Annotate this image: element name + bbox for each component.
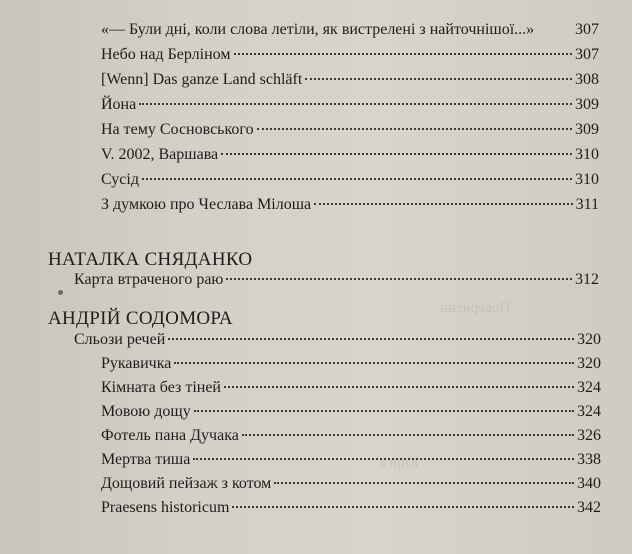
toc-entry-page: 320 — [577, 355, 601, 372]
toc-entry-title: Сусід — [101, 171, 139, 188]
toc-entry-title: Сльози речей — [74, 331, 166, 348]
toc-entry-page: 326 — [577, 427, 601, 444]
dot-leader — [232, 505, 574, 508]
toc-entry-title: [Wenn] Das ganze Land schläft — [101, 71, 303, 88]
toc-entry[interactable] — [101, 424, 601, 448]
toc-entry-page: 312 — [575, 271, 599, 288]
dot-leader — [274, 481, 574, 484]
toc-entry[interactable] — [101, 352, 601, 376]
show-through-text: Книга — [380, 455, 419, 471]
toc-entry-page: 310 — [575, 171, 599, 188]
toc-entry-title: V. 2002, Варшава — [101, 146, 219, 163]
toc-entry-page: 309 — [575, 96, 599, 113]
toc-entry[interactable] — [101, 93, 599, 117]
page-blemish — [58, 290, 63, 295]
toc-entry-page: 310 — [575, 146, 599, 163]
toc-entry-title: Рукавичка — [101, 355, 172, 372]
toc-entry-title: Карта втраченого раю — [74, 271, 224, 288]
toc-entry-page: 324 — [577, 379, 601, 396]
author-heading: АНДРІЙ СОДОМОРА — [48, 308, 233, 329]
toc-entry-title: Дощовий пейзаж з котом — [101, 475, 272, 492]
dot-leader — [168, 337, 574, 340]
toc-entry-page: 311 — [575, 196, 599, 213]
toc-entry[interactable] — [101, 400, 601, 424]
toc-entry[interactable] — [74, 268, 599, 292]
toc-entry[interactable] — [101, 168, 599, 192]
dot-leader — [305, 77, 572, 80]
toc-entry[interactable] — [101, 143, 599, 167]
dot-leader — [234, 52, 573, 55]
toc-entry-title: Фотель пана Дучака — [101, 427, 239, 444]
toc-entry[interactable] — [101, 496, 601, 520]
toc-entry-page: 309 — [575, 121, 599, 138]
toc-entry-title: Мовою дощу — [101, 403, 191, 420]
toc-entry-page: 307 — [575, 21, 599, 38]
dot-leader — [174, 361, 574, 364]
toc-entry[interactable] — [101, 43, 599, 67]
dot-leader — [257, 127, 572, 130]
toc-entry[interactable] — [101, 18, 599, 42]
toc-entry-page: 342 — [577, 499, 601, 516]
dot-leader — [221, 152, 572, 155]
toc-entry[interactable] — [74, 328, 601, 352]
dot-leader — [194, 409, 574, 412]
toc-entry-title: Йона — [101, 96, 137, 113]
toc-entry-page: 308 — [575, 71, 599, 88]
toc-entry-title: На тему Сосновського — [101, 121, 254, 138]
dot-leader — [139, 102, 572, 105]
dot-leader — [224, 385, 574, 388]
toc-entry-title: Мертва тиша — [101, 451, 191, 468]
dot-leader — [242, 433, 574, 436]
toc-entry-page: 340 — [577, 475, 601, 492]
toc-entry-page: 307 — [575, 46, 599, 63]
toc-entry-page: 338 — [577, 451, 601, 468]
dot-leader — [193, 457, 574, 460]
toc-entry[interactable] — [101, 193, 599, 217]
toc-entry[interactable] — [101, 118, 599, 142]
toc-entry[interactable] — [101, 472, 601, 496]
dot-leader — [314, 202, 572, 205]
toc-entry-title: З думкою про Чеслава Мілоша — [101, 196, 312, 213]
dot-leader — [226, 277, 572, 280]
toc-entry-title: «— Були дні, коли слова летіли, як вистрелені з найточнішої...» — [101, 21, 535, 38]
toc-entry-page: 320 — [577, 331, 601, 348]
show-through-text: Поверненн — [440, 300, 511, 316]
toc-entry-page: 324 — [577, 403, 601, 420]
toc-entry[interactable] — [101, 68, 599, 92]
author-heading: НАТАЛКА СНЯДАНКО — [48, 249, 253, 270]
toc-entry[interactable] — [101, 448, 601, 472]
toc-entry-title: Кімната без тіней — [101, 379, 221, 396]
toc-entry[interactable] — [101, 376, 601, 400]
toc-entry-title: Небо над Берліном — [101, 46, 231, 63]
dot-leader — [142, 177, 572, 180]
toc-entry-title: Praesens historicum — [101, 499, 230, 516]
